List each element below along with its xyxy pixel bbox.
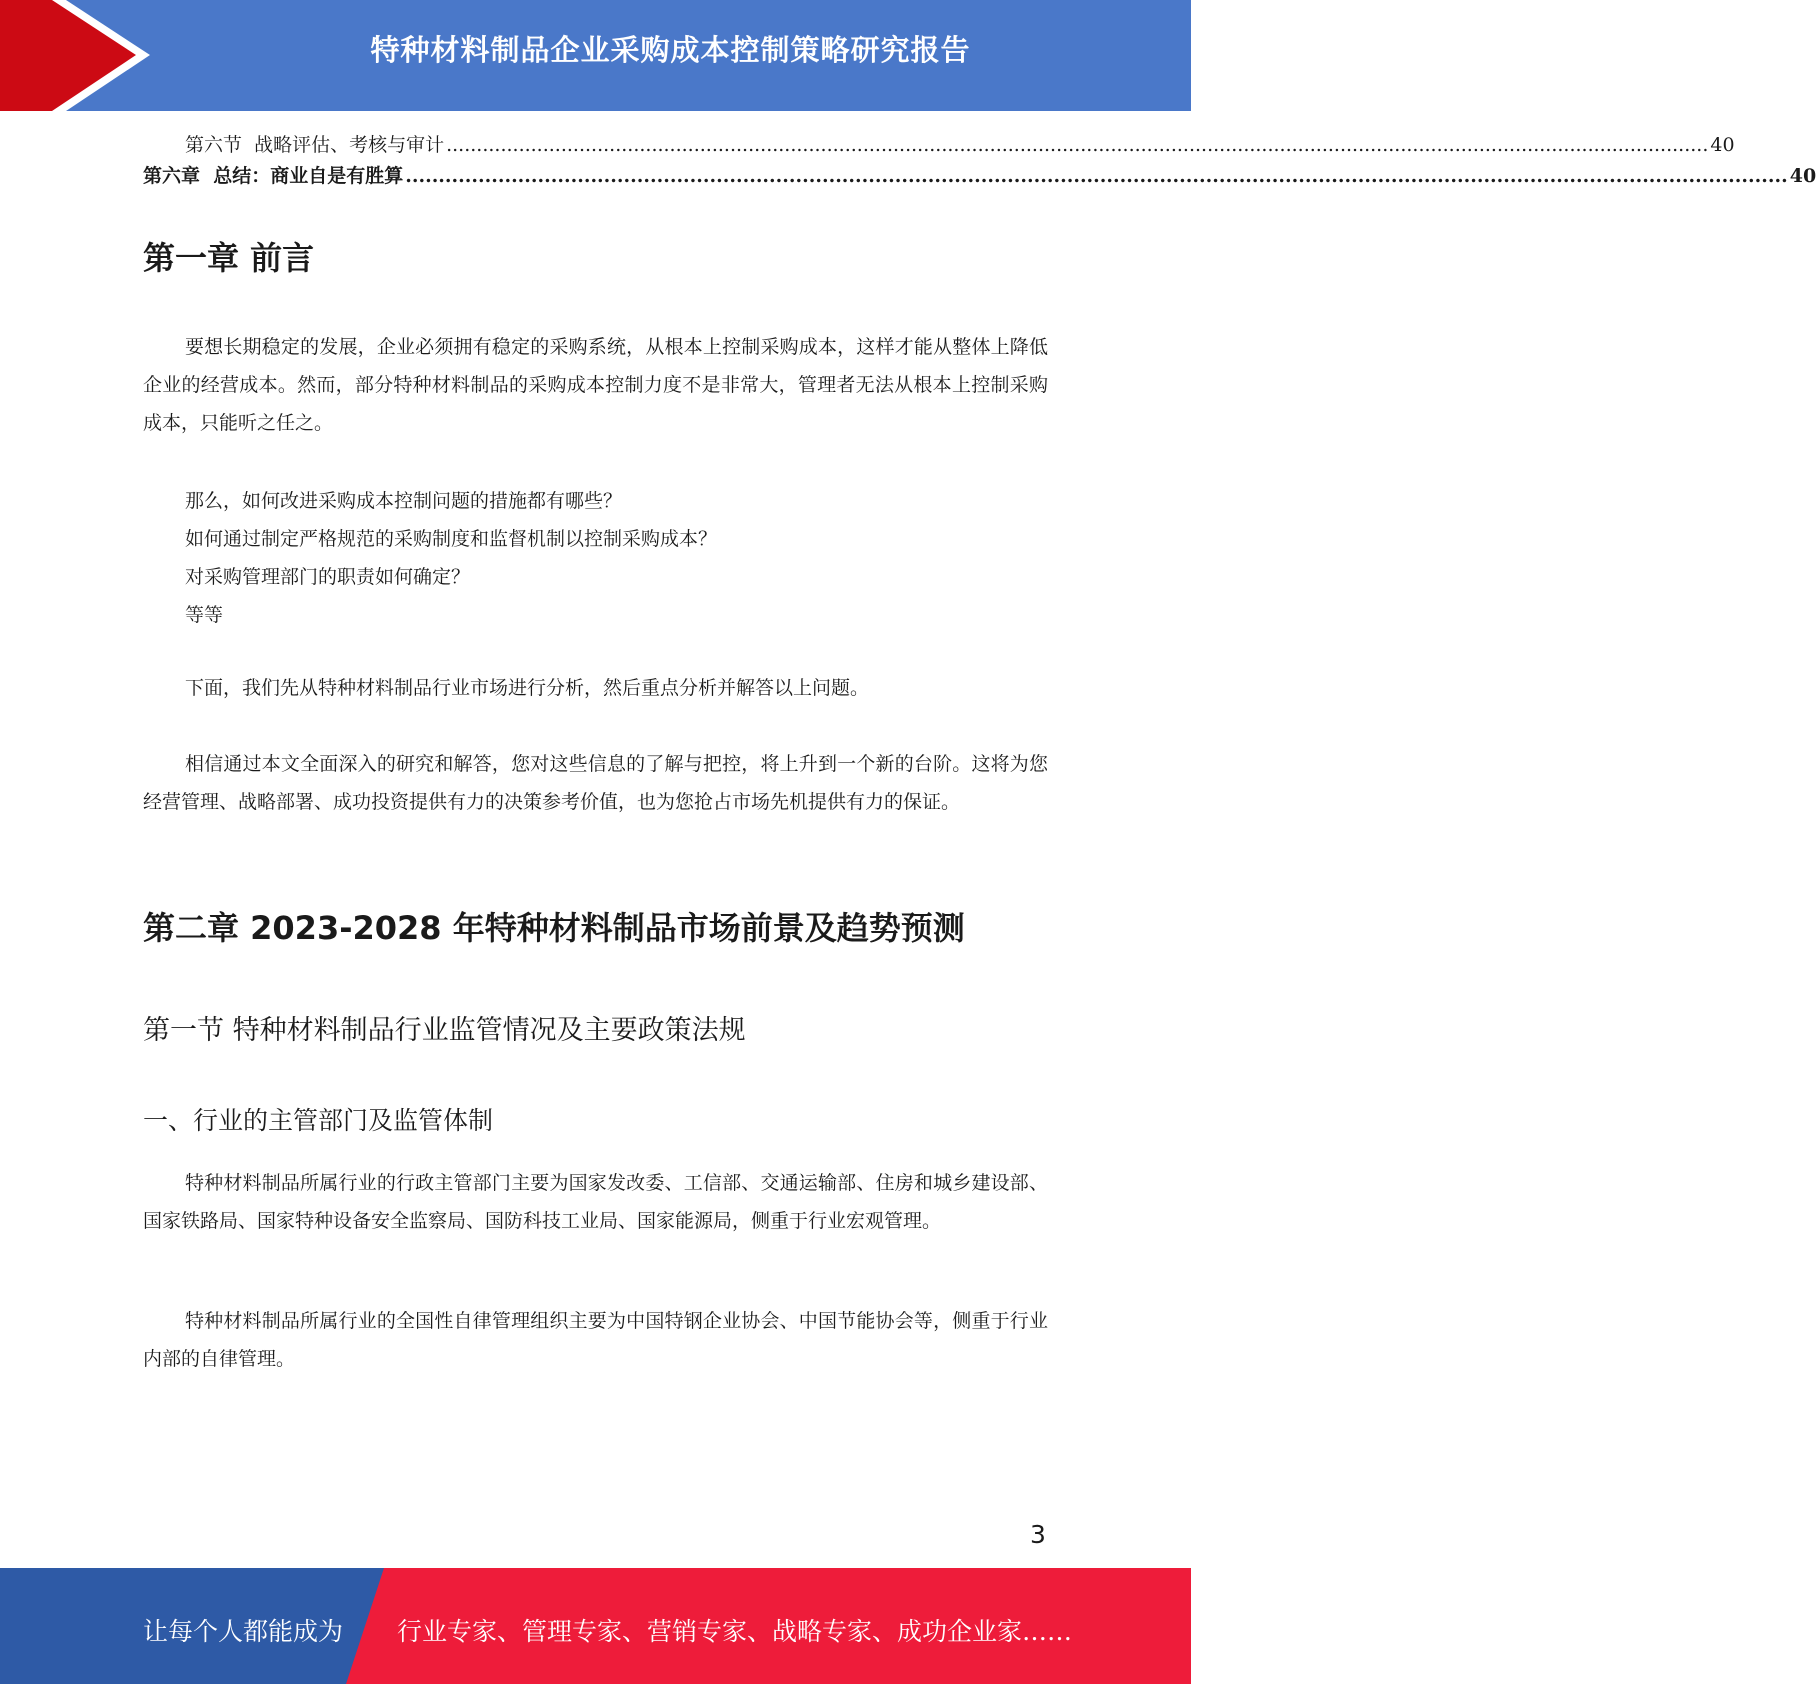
- subsection1-title: 一、行业的主管部门及监管体制: [143, 1106, 494, 1135]
- toc-leader-dots: .................................................................................................................................................................................................................: [446, 134, 1709, 156]
- footer-slogan-right: 行业专家、管理专家、营销专家、战略专家、成功企业家……: [397, 1617, 1073, 1646]
- chapter1-paragraph-3: 相信通过本文全面深入的研究和解答，您对这些信息的了解与把控，将上升到一个新的台阶。这将为您经营管理、战略部署、成功投资提供有力的决策参考价值，也为您抢占市场先机提供有力的保证。: [143, 753, 1048, 813]
- footer-slogan-left: 让每个人都能成为: [143, 1617, 344, 1646]
- toc-entry-label: 第六章 总结：商业自是有胜算: [143, 165, 404, 187]
- section1-title: 第一节 特种材料制品行业监管情况及主要政策法规: [143, 1015, 746, 1046]
- toc-entry-section[interactable]: [185, 130, 1735, 156]
- chapter1-paragraph-2: 下面，我们先从特种材料制品行业市场进行分析，然后重点分析并解答以上问题。: [185, 677, 870, 699]
- toc-entry-page: 40: [1710, 134, 1735, 156]
- page-number: 3: [1030, 1520, 1046, 1549]
- question-item-1: 那么，如何改进采购成本控制问题的措施都有哪些？: [185, 490, 623, 512]
- header-arrow-decoration: [0, 0, 160, 111]
- toc-leader-dots: .................................................................................................................................................................................................................: [405, 165, 1788, 187]
- chapter2-title: 第二章 2023-2028 年特种材料制品市场前景及趋势预测: [143, 909, 965, 947]
- toc-entry-chapter[interactable]: [143, 161, 1816, 187]
- toc-entry-page: 40: [1789, 165, 1816, 187]
- chapter2-paragraph-1: 特种材料制品所属行业的行政主管部门主要为国家发改委、工信部、交通运输部、住房和城乡建设部、国家铁路局、国家特种设备安全监察局、国防科技工业局、国家能源局，侧重于行业宏观管理。: [143, 1172, 1048, 1232]
- chapter1-title: 第一章 前言: [143, 239, 315, 277]
- chapter2-paragraph-2: 特种材料制品所属行业的全国性自律管理组织主要为中国特钢企业协会、中国节能协会等，侧重于行业内部的自律管理。: [143, 1310, 1048, 1370]
- question-item-2: 如何通过制定严格规范的采购制度和监督机制以控制采购成本？: [185, 528, 718, 550]
- question-item-3: 对采购管理部门的职责如何确定？: [185, 566, 471, 588]
- report-title: 特种材料制品企业采购成本控制策略研究报告: [370, 33, 971, 67]
- toc-entry-label: 第六节 战略评估、考核与审计: [185, 134, 445, 156]
- page-header: [0, 0, 1191, 111]
- page-footer: [0, 1568, 1191, 1684]
- question-item-4: 等等: [185, 604, 224, 626]
- chapter1-paragraph-1: 要想长期稳定的发展，企业必须拥有稳定的采购系统，从根本上控制采购成本，这样才能从整体上降低企业的经营成本。然而，部分特种材料制品的采购成本控制力度不是非常大，管理者无法从根本上控制采购成本，只能听之任之。: [143, 336, 1048, 434]
